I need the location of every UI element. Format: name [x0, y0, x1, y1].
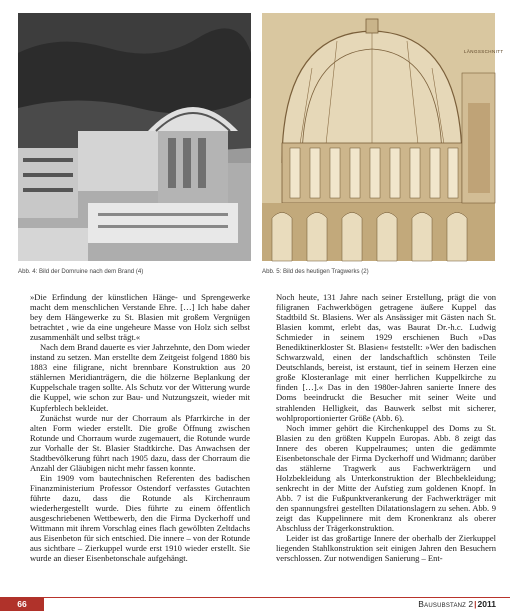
figure-caption-left: Abb. 4: Bild der Domruine nach dem Brand (4)	[18, 268, 144, 275]
paragraph: Nach dem Brand dauerte es vier Jahrzehnte, den Dom wieder instand zu setzen. Man erstellte dem Zeitgeist folgend 1880 bis 1883 eine filigrane, nicht brennbare Konstruktion aus 20 stählernen Meridianträgern, die die hölzerne Beplankung der Kuppelschale tragen sollte. Als Schutz vor der Witterung wurde die Kuppel, wie schon zur Bau- und Nutzungszeit, wieder mit Kupferblech bekleidet.	[30, 342, 250, 413]
figure-caption-right: Abb. 5: Bild des heutigen Tragwerks (2)	[262, 268, 369, 275]
magazine-issue: 2	[468, 599, 474, 609]
magazine-year: 2011	[477, 599, 496, 609]
magazine-separator: |	[474, 599, 477, 609]
paragraph: Noch immer gehört die Kirchenkuppel des Doms zu St. Blasien zu den größten Kuppeln Europas. Abb. 8 zeigt das Innere des oberen Kuppelraumes; unten die gedämmte Eisenbetonschale der Firma Dyckerhoff und Widmann; darüber das stählerne Tragwerk aus Fachwerkträgern und Holzbekleidung als Unterkonstruktion der Blechbekleidung; senkrecht in der Mitte der Aufstieg zum goldenen Knopf. In Abb. 7 ist die Fußpunktverankerung der Fachwerkträger mit den spannungsfrei gestellten Dilatationslagern zu sehen. Abb. 9 zeigt das Kuppelinnere mit dem Kronenkranz als oberer Abschluss der Trägerkonstruktion.	[276, 422, 496, 534]
magazine-name: Bausubstanz	[418, 599, 467, 609]
drawing-label: LÄNGSSCHNITT	[464, 49, 504, 54]
text-column-right	[276, 292, 496, 563]
photo-dome-ruin-image	[18, 13, 251, 261]
paragraph: »Die Erfindung der künstlichen Hänge- und Sprengewerke macht dem menschlichen Verstande Ehre. […] Ich habe daher bey dem Hängewerke zu St. Blasien mit großem Vergnügen betrachtet , wie da eine ungeheure Masse von Holz sich selbst zusammenhält und selbst trägt.«	[30, 292, 250, 343]
paragraph: Ein 1909 vom bautechnischen Referenten des badischen Finanzministerium Professor Ostendorf verfasstes Gutachten führte dazu, dass die Rotunde als Kirchenraum wiederhergestellt wurde. Dies führte zu einem öffentlich ausgeschriebenen Wettbewerb, den die Firma Dyckerhoff und Wittmann mit ihrem Vorschlag eines flach gewölbten Zeltdachs aus Eisenbeton für sich entschied. Die innere – von der Rotunde aus sichtbare – Zierkuppel wurde erst 1910 wieder erstellt. Sie wurde an dieser Eisenbetonschale aufgehängt.	[30, 472, 250, 564]
drawing-dome-section-image	[262, 13, 495, 261]
paragraph: Zunächst wurde nur der Chorraum als Pfarrkirche in der alten Form wieder erstellt. Die große Öffnung zwischen Rotunde und Chorraum wurde zugemauert, die Rotunde wurde zur Vorhalle der St. Blasier Stadtkirche. Das Anwachsen der Stadtbevölkerung führt nach 1905 dazu, dass der Chorraum die Anzahl der Gläubigen nicht mehr fassen konnte.	[30, 412, 250, 473]
page-number: 66	[0, 597, 44, 611]
paragraph: Noch heute, 131 Jahre nach seiner Erstellung, prägt die von filigranen Fachwerkbögen getragene äußere Kuppel das Stadtbild St. Blasiens. Wer als Ansässiger mit Gästen nach St. Blasien kommt, erlebt das, was Baurat Dr.-h.c. Ludwig Schmieder in seinem 1929 erschienen Buch »Das Benediktinerkloster St. Blasien« feststellt: »Wer den badischen Schwarzwald, einen der landschaftlich schönsten Teile Deutschlands, bereist, ist erstaunt, tief in seinem Herzen eine große Klosteranlage mit einer herrlichen Kuppelkirche zu finden […].« Das in den 1980er-Jahren sanierte Innere des Doms beeindruckt die Besucher mit seiner Weite und strahlenden Helligkeit, das Bauwerk selbst mit sicherer, wohlproportionierter Größe (Abb. 6).	[276, 292, 496, 423]
photo-dome-ruin	[18, 13, 251, 261]
drawing-dome-section	[262, 13, 504, 261]
magazine-info	[418, 598, 496, 610]
text-column-left	[30, 292, 250, 563]
paragraph: Leider ist das großartige Innere der oberhalb der Zierkuppel liegenden Stahlkonstruktion seit einigen Jahren den Besuchern verschlossen. Zur notwendigen Sanierung – Ent-	[276, 533, 496, 564]
